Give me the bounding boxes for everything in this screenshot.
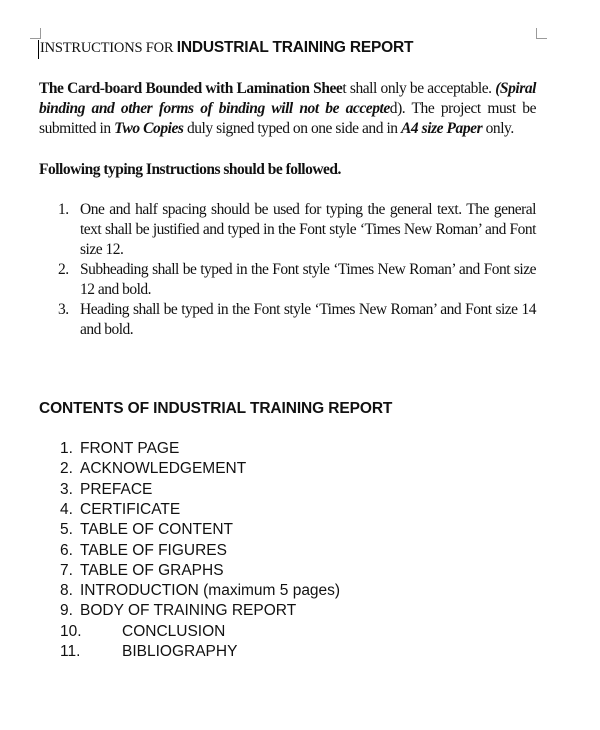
contents-text: TABLE OF FIGURES [80, 541, 227, 559]
contents-number: 7. [60, 561, 73, 579]
instruction-text: Heading shall be typed in the Font style ‘Times New Roman’ and Font size 14 and bold. [80, 301, 536, 338]
intro-bold-1: The Card-board Bounded with Lamination Shee [39, 80, 343, 97]
intro-bold-italic-1: (Spiral binding and other forms of binding will not be accepte [39, 80, 536, 117]
instruction-item [39, 200, 536, 260]
contents-text: PREFACE [80, 480, 153, 498]
contents-text: FRONT PAGE [80, 440, 180, 457]
instruction-item [39, 300, 536, 340]
contents-number: 10. [60, 622, 82, 640]
contents-text: BODY OF TRAINING REPORT [80, 602, 297, 620]
intro-text-4: only. [482, 120, 514, 137]
intro-text-2: d). The project must be submitted in [39, 100, 537, 137]
intro-bold-italic-2: Two Copies [114, 120, 184, 137]
text-cursor [38, 40, 39, 59]
instruction-number: 2. [58, 261, 69, 278]
contents-text: CONCLUSION [122, 622, 226, 640]
document-title [40, 39, 413, 57]
title-prefix: INSTRUCTIONS FOR [40, 40, 177, 56]
contents-text: CERTIFICATE [80, 500, 181, 518]
contents-number: 5. [60, 521, 73, 539]
contents-number: 3. [60, 480, 73, 498]
crop-mark-top-left [30, 28, 41, 39]
contents-number: 9. [60, 602, 73, 620]
contents-number: 11. [60, 643, 81, 660]
instruction-text: One and half spacing should be used for typing the general text. The general text shall be justified and typed in the Font style ‘Times New Roman’ and Font size 12. [80, 201, 536, 258]
contents-text: INTRODUCTION (maximum 5 pages) [80, 582, 341, 600]
instruction-text: Subheading shall be typed in the Font style ‘Times New Roman’ and Font size 12 and bold. [80, 261, 536, 298]
contents-number: 8. [60, 582, 73, 600]
typing-instructions-list [39, 200, 536, 340]
contents-text: ACKNOWLEDGEMENT [80, 460, 247, 478]
contents-number: 2. [60, 460, 73, 478]
title-main: INDUSTRIAL TRAINING REPORT [176, 39, 414, 56]
instruction-number: 1. [58, 201, 69, 218]
instruction-item [39, 260, 536, 300]
contents-text: BIBLIOGRAPHY [122, 643, 238, 660]
typing-instructions-heading: Following typing Instructions should be followed. [39, 161, 341, 178]
contents-text: TABLE OF CONTENT [80, 521, 234, 539]
instruction-number: 3. [58, 301, 69, 318]
intro-text-1: t shall only be acceptable. [342, 80, 496, 97]
contents-heading: CONTENTS OF INDUSTRIAL TRAINING REPORT [39, 400, 393, 417]
contents-number: 1. [60, 440, 73, 457]
crop-mark-top-right [536, 28, 547, 39]
contents-text: TABLE OF GRAPHS [80, 561, 224, 579]
intro-paragraph [39, 79, 536, 139]
intro-bold-italic-3: A4 size Paper [401, 120, 483, 137]
contents-number: 4. [60, 500, 73, 518]
intro-text-3: duly signed typed on one side and in [183, 120, 402, 137]
contents-number: 6. [60, 541, 73, 559]
